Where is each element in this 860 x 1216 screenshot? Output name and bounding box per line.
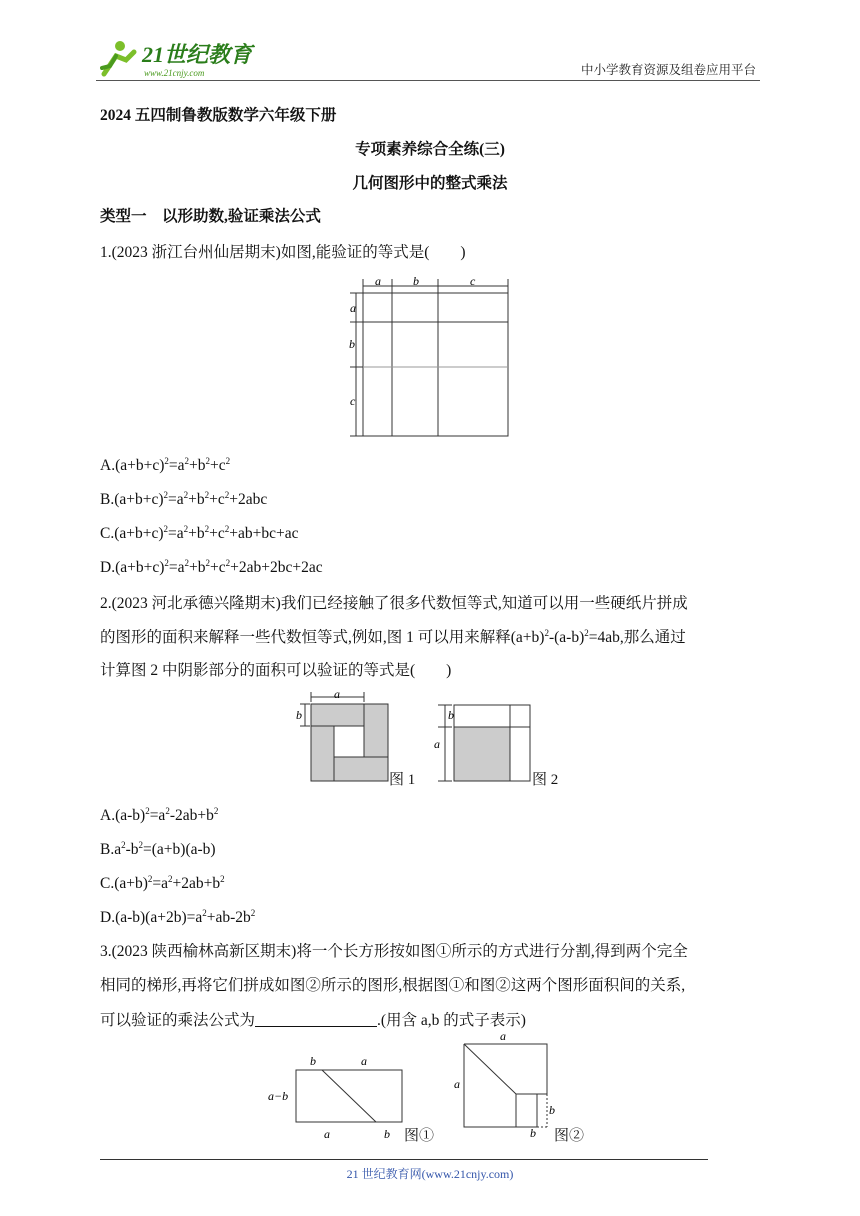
q1-option-c: $C.(a+b+c)^2=a^2+b^2+c^2+ab+bc+ac$ xyxy=(100,524,299,542)
q1-label-b-top: b xyxy=(413,274,419,288)
q1-option-b: $B.(a+b+c)^2=a^2+b^2+c^2+2abc$ xyxy=(100,490,268,508)
q2-fig2-label-a: a xyxy=(434,737,440,751)
q3-fig2-label-a-left: a xyxy=(454,1077,460,1091)
logo-subtext: www.21cnjy.com xyxy=(144,68,205,78)
q2-stem-line1: 2.(2023 河北承德兴隆期末)我们已经接触了很多代数恒等式,知道可以用一些硬纸片拼成 xyxy=(100,595,688,612)
q2-fig1-label-a: a xyxy=(334,688,340,701)
q3-fig1-label-b-bottom: b xyxy=(384,1127,390,1141)
q2-fig2-label-b: b xyxy=(448,708,454,722)
q2-figure-1 xyxy=(294,688,394,788)
doc-subtitle: 几何图形中的整式乘法 xyxy=(352,175,508,192)
q2-option-c: $C.(a+b)^2=a^2+2ab+b^2$ xyxy=(100,874,225,892)
q3-fig1-label-a-top: a xyxy=(361,1054,367,1068)
doc-title: 专项素养综合全练(三) xyxy=(355,141,505,158)
q1-label-c-top: c xyxy=(470,274,476,288)
q1-label-b-left: b xyxy=(349,337,355,351)
q2-fig1-caption: 图 1 xyxy=(389,772,416,788)
q1-label-c-left: c xyxy=(350,394,356,408)
q1-figure xyxy=(344,274,514,445)
q1-option-a: $A.(a+b+c)^2=a^2+b^2+c^2$ xyxy=(100,456,231,474)
q3-fig2-label-b-bottom: b xyxy=(530,1126,536,1140)
q2-option-a: $A.(a-b)^2=a^2-2ab+b^2$ xyxy=(100,806,219,824)
q2-stem-line3: 计算图 2 中阴影部分的面积可以验证的等式是( ) xyxy=(100,662,452,679)
q1-option-d: $D.(a+b+c)^2=a^2+b^2+c^2+2ab+2bc+2ac$ xyxy=(100,558,323,576)
q3-fig1-caption: 图① xyxy=(404,1128,435,1144)
q2-fig2-caption: 图 2 xyxy=(532,772,559,788)
header-platform-text: 中小学教育资源及组卷应用平台 xyxy=(580,63,756,77)
q3-fig1-label-b-top: b xyxy=(310,1054,316,1068)
header-divider xyxy=(96,80,760,81)
footer-divider xyxy=(100,1159,708,1160)
q3-stem-line1: 3.(2023 陕西榆林高新区期末)将一个长方形按如图①所示的方式进行分割,得到两个完全 xyxy=(100,943,688,960)
q2-option-b: $B.a^2-b^2=(a+b)(a-b)$ xyxy=(100,840,216,858)
logo-text: 21世纪教育 xyxy=(142,42,253,67)
q3-stem-pre: 可以验证的乘法公式为 xyxy=(100,1012,256,1029)
q3-figure-2 xyxy=(450,1030,560,1145)
q2-option-d: $D.(a-b)(a+2b)=a^2+ab-2b^2$ xyxy=(100,908,256,926)
q1-label-a-top: a xyxy=(375,274,381,288)
q3-fig2-label-a-top: a xyxy=(500,1030,506,1043)
site-logo xyxy=(96,34,266,80)
q3-fig1-label-a-bottom: a xyxy=(324,1127,330,1141)
q1-stem: 1.(2023 浙江台州仙居期末)如图,能验证的等式是( ) xyxy=(100,244,466,261)
q1-label-a-left: a xyxy=(350,301,356,315)
q2-fig1-label-b: b xyxy=(296,708,302,722)
q2-stem-line2: 的图形的面积来解释一些代数恒等式,例如,图 1 可以用来解释$(a+b)^2-(a-b)^2=4ab$,那么通过 xyxy=(100,628,686,646)
q3-stem-line2: 相同的梯形,再将它们拼成如图②所示的图形,根据图①和图②这两个图形面积间的关系, xyxy=(100,977,686,994)
q3-figure-1 xyxy=(266,1052,406,1147)
footer-text[interactable]: 21 世纪教育网(www.21cnjy.com) xyxy=(346,1167,514,1181)
q3-fig1-label-amb: a−b xyxy=(268,1089,289,1103)
q3-stem-post: .(用含 a,b 的式子表示) xyxy=(377,1012,526,1029)
book-title: 2024 五四制鲁教版数学六年级下册 xyxy=(100,107,337,124)
q3-stem-line3 xyxy=(100,1010,526,1031)
q2-figure-2 xyxy=(432,700,537,790)
section-heading: 类型一 以形助数,验证乘法公式 xyxy=(100,208,321,225)
q3-fig2-label-b-right: b xyxy=(549,1103,555,1117)
q3-answer-blank[interactable] xyxy=(255,1010,377,1027)
q3-fig2-caption: 图② xyxy=(554,1128,585,1144)
